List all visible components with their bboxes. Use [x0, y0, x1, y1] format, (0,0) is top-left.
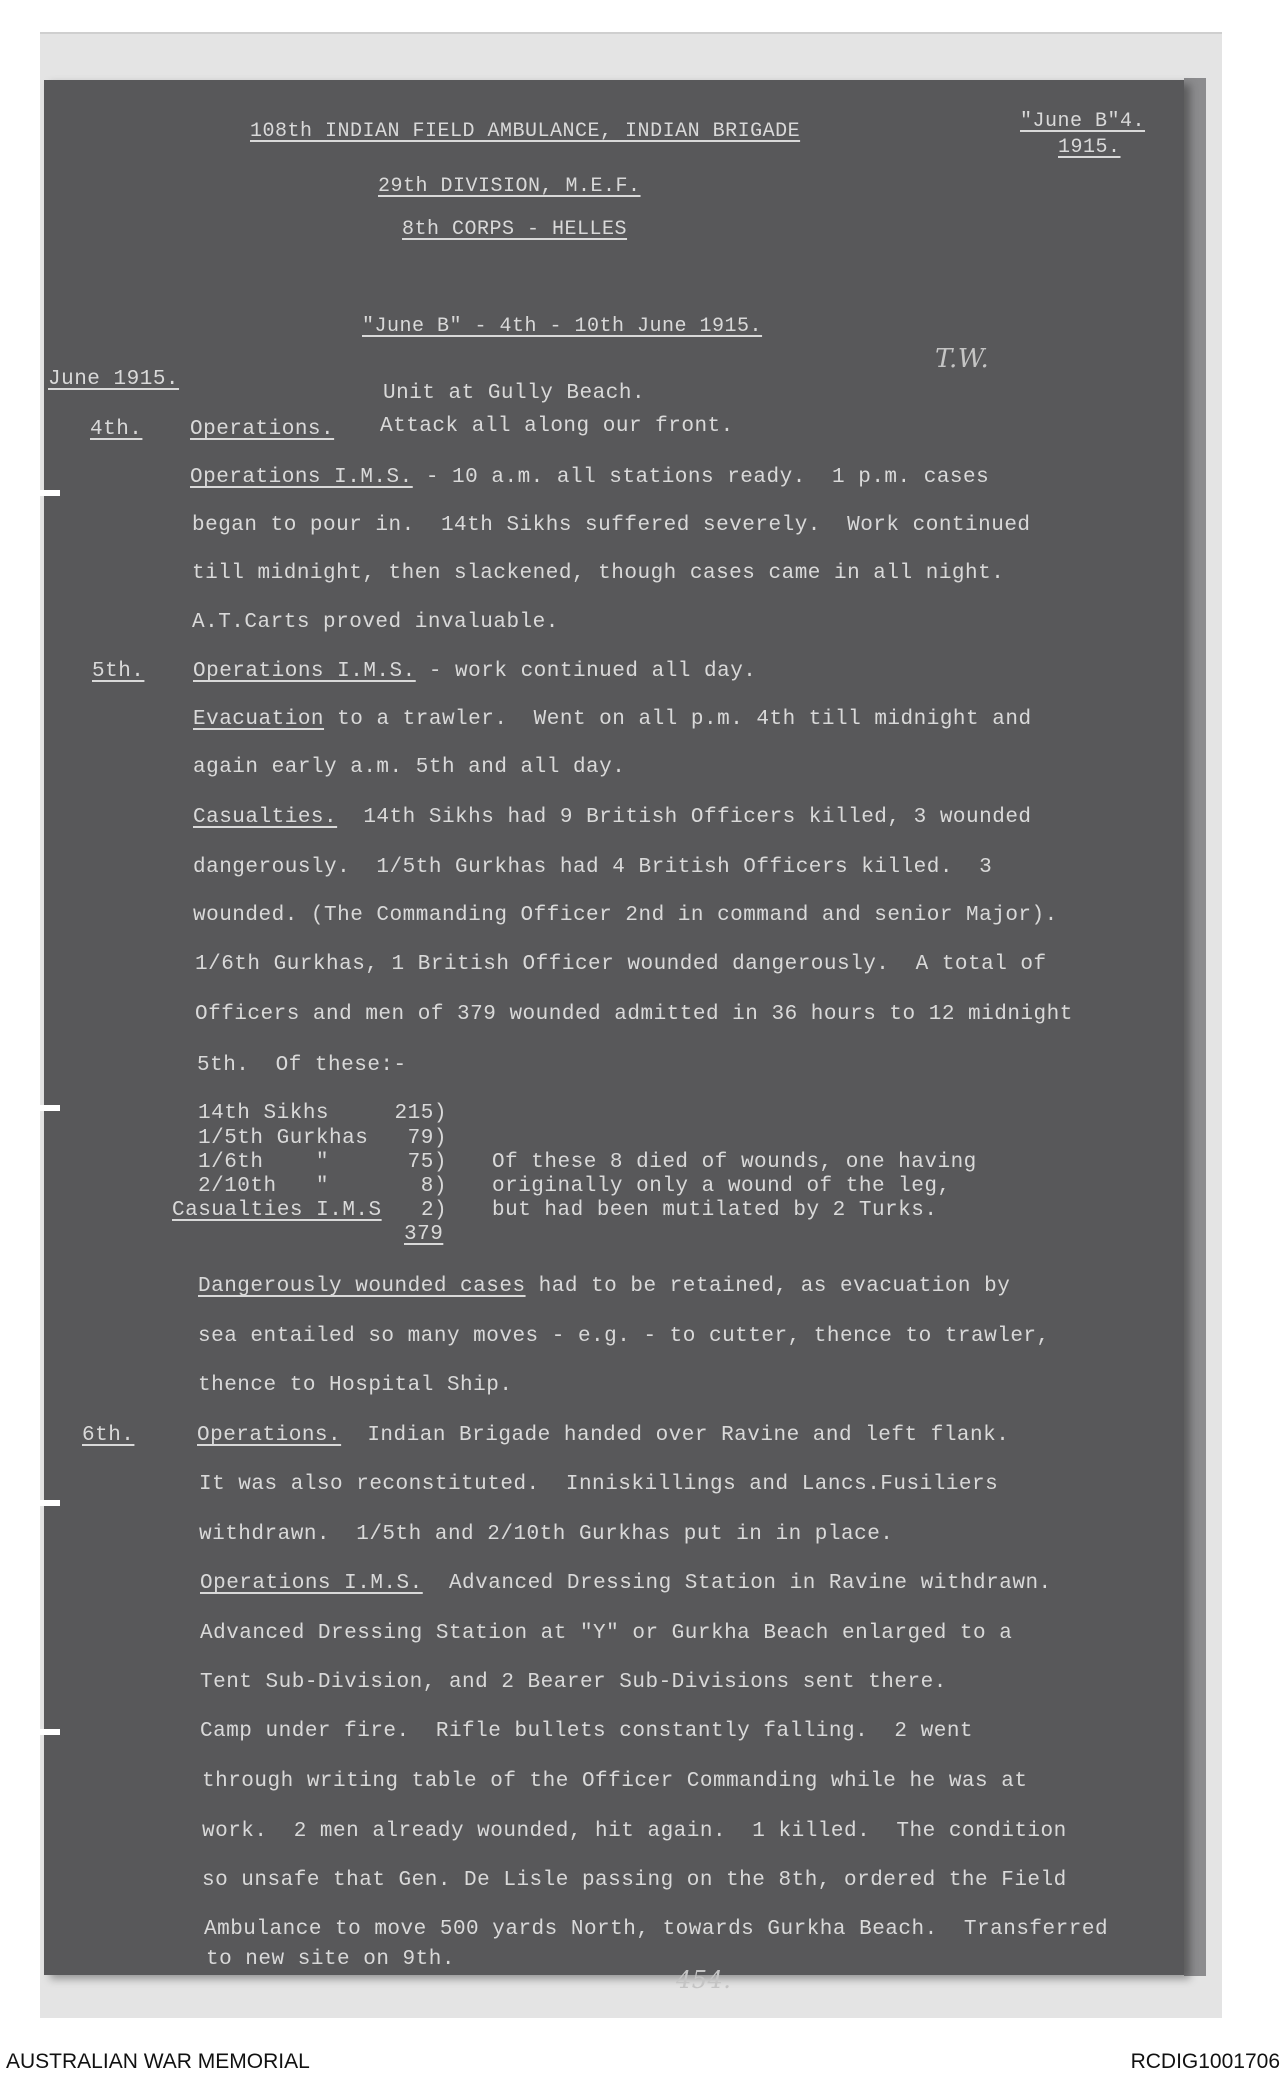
- reference-mark: "June B"4.: [1020, 110, 1146, 133]
- casualty-row: 1/5th Gurkhas 79): [198, 1127, 447, 1150]
- binding-tab: [38, 490, 60, 496]
- subheading-dangerously-wounded: Dangerously wounded cases: [198, 1275, 526, 1298]
- entry-line: sea entailed so many moves - e.g. - to cutter, thence to trawler,: [198, 1325, 1050, 1348]
- entry-line: Dangerously wounded cases had to be retained, as evacuation by: [198, 1275, 1011, 1298]
- entry-line: Operations I.M.S. Advanced Dressing Station in Ravine withdrawn.: [200, 1572, 1052, 1595]
- month-label: June 1915.: [48, 368, 180, 391]
- entry-line: so unsafe that Gen. De Lisle passing on the 8th, ordered the Field: [202, 1869, 1067, 1892]
- entry-line: through writing table of the Officer Commanding while he was at: [202, 1770, 1028, 1793]
- entry-line: till midnight, then slackened, though cases came in all night.: [192, 562, 1005, 585]
- date-4th: 4th.: [90, 418, 143, 441]
- corps-title: 8th CORPS - HELLES: [402, 218, 628, 241]
- entry-line: Evacuation to a trawler. Went on all p.m. 4th till midnight and: [193, 708, 1032, 731]
- subheading-evacuation: Evacuation: [193, 708, 325, 731]
- entry-line: wounded. (The Commanding Officer 2nd in command and senior Major).: [193, 904, 1058, 927]
- binding-tab: [38, 1500, 60, 1506]
- entry-line: dangerously. 1/5th Gurkhas had 4 British Officers killed. 3: [193, 856, 993, 879]
- subheading-casualties: Casualties.: [193, 806, 338, 829]
- unit-location: Unit at Gully Beach.: [383, 382, 646, 405]
- casualty-row: 14th Sikhs 215): [198, 1102, 447, 1125]
- casualty-row: 2/10th " 8): [198, 1175, 447, 1198]
- page-edge-shadow: [1184, 78, 1206, 1976]
- entry-line: Officers and men of 379 wounded admitted in 36 hours to 12 midnight: [195, 1003, 1073, 1026]
- entry-line: to new site on 9th.: [206, 1948, 455, 1971]
- pencil-annotation: T.W.: [935, 344, 990, 374]
- subheading-operations-ims: Operations I.M.S.: [193, 660, 416, 683]
- footer-publisher: AUSTRALIAN WAR MEMORIAL: [6, 2050, 310, 2073]
- diary-period: "June B" - 4th - 10th June 1915.: [362, 315, 763, 338]
- subheading-operations: Operations.: [197, 1424, 342, 1447]
- binding-tab: [38, 1105, 60, 1111]
- entry-line: Advanced Dressing Station at "Y" or Gurkha Beach enlarged to a: [200, 1622, 1013, 1645]
- entry-line: Tent Sub-Division, and 2 Bearer Sub-Divisions sent there.: [200, 1671, 947, 1694]
- entry-line: again early a.m. 5th and all day.: [193, 756, 626, 779]
- entry-line: Casualties. 14th Sikhs had 9 British Officers killed, 3 wounded: [193, 806, 1032, 829]
- entry-line: 1/6th Gurkhas, 1 British Officer wounded dangerously. A total of: [195, 953, 1047, 976]
- entry-line: Ambulance to move 500 yards North, towards Gurkha Beach. Transferred: [204, 1918, 1109, 1941]
- subheading-operations: Operations.: [190, 418, 335, 441]
- casualty-row-label: Casualties I.M.S: [172, 1199, 382, 1222]
- entry-line: It was also reconstituted. Inniskillings and Lancs.Fusiliers: [199, 1473, 999, 1496]
- entry-line: A.T.Carts proved invaluable.: [192, 611, 559, 634]
- casualty-note: originally only a wound of the leg,: [492, 1175, 951, 1198]
- entry-line: began to pour in. 14th Sikhs suffered severely. Work continued: [192, 514, 1031, 537]
- entry-line: thence to Hospital Ship.: [198, 1374, 513, 1397]
- entry-line: Camp under fire. Rifle bullets constantly falling. 2 went: [200, 1720, 974, 1743]
- casualty-note: but had been mutilated by 2 Turks.: [492, 1199, 938, 1222]
- date-6th: 6th.: [82, 1424, 135, 1447]
- entry-line: withdrawn. 1/5th and 2/10th Gurkhas put in in place.: [199, 1523, 894, 1546]
- casualty-total: 379: [404, 1223, 444, 1246]
- entry-text: Attack all along our front.: [380, 415, 734, 438]
- date-5th: 5th.: [92, 660, 145, 683]
- page-number: 454.: [676, 1966, 732, 1994]
- entry-line: Operations. Indian Brigade handed over Ravine and left flank.: [197, 1424, 1010, 1447]
- entry-line: Operations I.M.S. - work continued all day.: [193, 660, 757, 683]
- casualty-row: Casualties I.M.S 2): [172, 1199, 448, 1222]
- subheading-operations-ims: Operations I.M.S.: [200, 1572, 423, 1595]
- reference-year: 1915.: [1058, 136, 1121, 159]
- subheading-operations-ims: Operations I.M.S.: [190, 466, 413, 489]
- casualty-row: 1/6th " 75): [198, 1151, 447, 1174]
- entry-line: work. 2 men already wounded, hit again. 1 killed. The condition: [202, 1820, 1067, 1843]
- division-title: 29th DIVISION, M.E.F.: [378, 175, 641, 198]
- entry-line: Operations I.M.S. - 10 a.m. all stations ready. 1 p.m. cases: [190, 466, 990, 489]
- footer-record-id: RCDIG1001706: [1130, 2050, 1280, 2073]
- unit-title: 108th INDIAN FIELD AMBULANCE, INDIAN BRIGADE: [250, 120, 801, 143]
- entry-line: 5th. Of these:-: [197, 1054, 407, 1077]
- casualty-note: Of these 8 died of wounds, one having: [492, 1151, 977, 1174]
- binding-tab: [38, 1729, 60, 1735]
